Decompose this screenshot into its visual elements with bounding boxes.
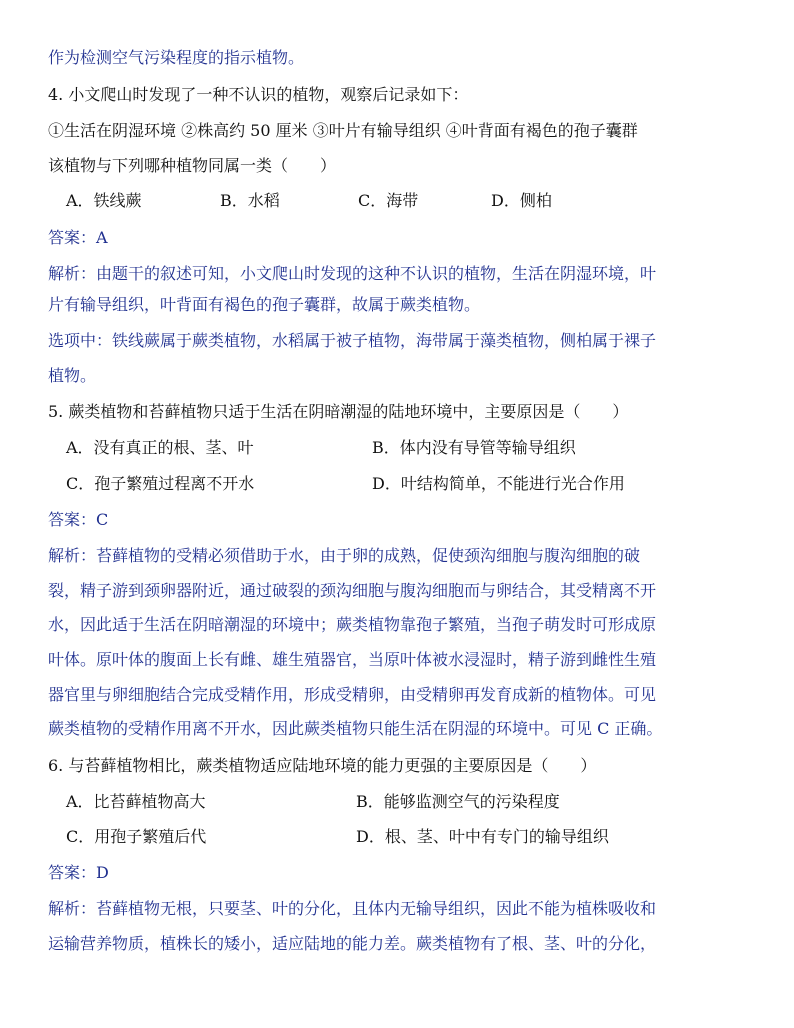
q4-stem: 4. 小文爬山时发现了一种不认识的植物，观察后记录如下： [48,85,469,104]
q4-answer: 答案：A [48,228,108,247]
q5-answer: 答案：C [48,510,109,529]
q4-option-b: B．水稻 [220,191,280,210]
q4-analysis-line: 解析：由题干的叙述可知，小文爬山时发现的这种不认识的植物，生活在阴湿环境，叶 [48,264,657,283]
q6-analysis-line: 运输营养物质，植株长的矮小，适应陆地的能力差。蕨类植物有了根、茎、叶的分化， [48,934,657,953]
q5-analysis-line: 蕨类植物的受精作用离不开水，因此蕨类植物只能生活在阴湿的环境中。可见 C 正确。 [48,719,663,738]
q5-analysis-line: 裂，精子游到颈卵器附近，通过破裂的颈沟细胞与腹沟细胞而与卵结合，其受精离不开 [48,581,657,600]
q6-stem: 6. 与苔藓植物相比，蕨类植物适应陆地环境的能力更强的主要原因是（ ） [48,756,597,775]
intro-tail: 作为检测空气污染程度的指示植物。 [48,48,305,67]
q5-analysis-line: 解析：苔藓植物的受精必须借助于水，由于卵的成熟，促使颈沟细胞与腹沟细胞的破 [48,546,641,565]
q5-option-b: B．体内没有导管等输导组织 [372,438,576,457]
q6-option-b: B．能够监测空气的污染程度 [356,792,560,811]
q5-option-d: D．叶结构简单，不能进行光合作用 [372,474,625,493]
q5-analysis-line: 水，因此适于生活在阴暗潮湿的环境中；蕨类植物靠孢子繁殖，当孢子萌发时可形成原 [48,615,657,634]
q6-analysis-line: 解析：苔藓植物无根，只要茎、叶的分化，且体内无输导组织，因此不能为植株吸收和 [48,899,657,918]
q4-option-c: C．海带 [358,191,419,210]
q6-option-a: A．比苔藓植物高大 [66,792,206,811]
q6-option-c: C．用孢子繁殖后代 [66,827,207,846]
q4-analysis-line: 片有输导组织，叶背面有褐色的孢子囊群，故属于蕨类植物。 [48,295,481,314]
q4-analysis-line: 植物。 [48,366,97,385]
q5-option-c: C．孢子繁殖过程离不开水 [66,474,255,493]
q4-analysis-line: 选项中：铁线蕨属于蕨类植物，水稻属于被子植物，海带属于藻类植物，侧柏属于裸子 [48,331,657,350]
q6-answer: 答案：D [48,863,109,882]
q5-option-a: A．没有真正的根、茎、叶 [66,438,254,457]
q4-ask: 该植物与下列哪种植物同属一类（ ） [48,156,337,175]
q5-analysis-line: 器官里与卵细胞结合完成受精作用，形成受精卵，由受精卵再发育成新的植物体。可见 [48,685,657,704]
q4-option-a: A．铁线蕨 [66,191,142,210]
q5-analysis-line: 叶体。原叶体的腹面上长有雌、雄生殖器官，当原叶体被水浸湿时，精子游到雌性生殖 [48,650,657,669]
q4-observations: ①生活在阴湿环境 ②株高约 50 厘米 ③叶片有输导组织 ④叶背面有褐色的孢子囊群 [48,121,638,140]
q5-stem: 5. 蕨类植物和苔藓植物只适于生活在阴暗潮湿的陆地环境中，主要原因是（ ） [48,402,629,421]
q4-option-d: D．侧柏 [491,191,552,210]
q6-option-d: D．根、茎、叶中有专门的输导组织 [356,827,609,846]
